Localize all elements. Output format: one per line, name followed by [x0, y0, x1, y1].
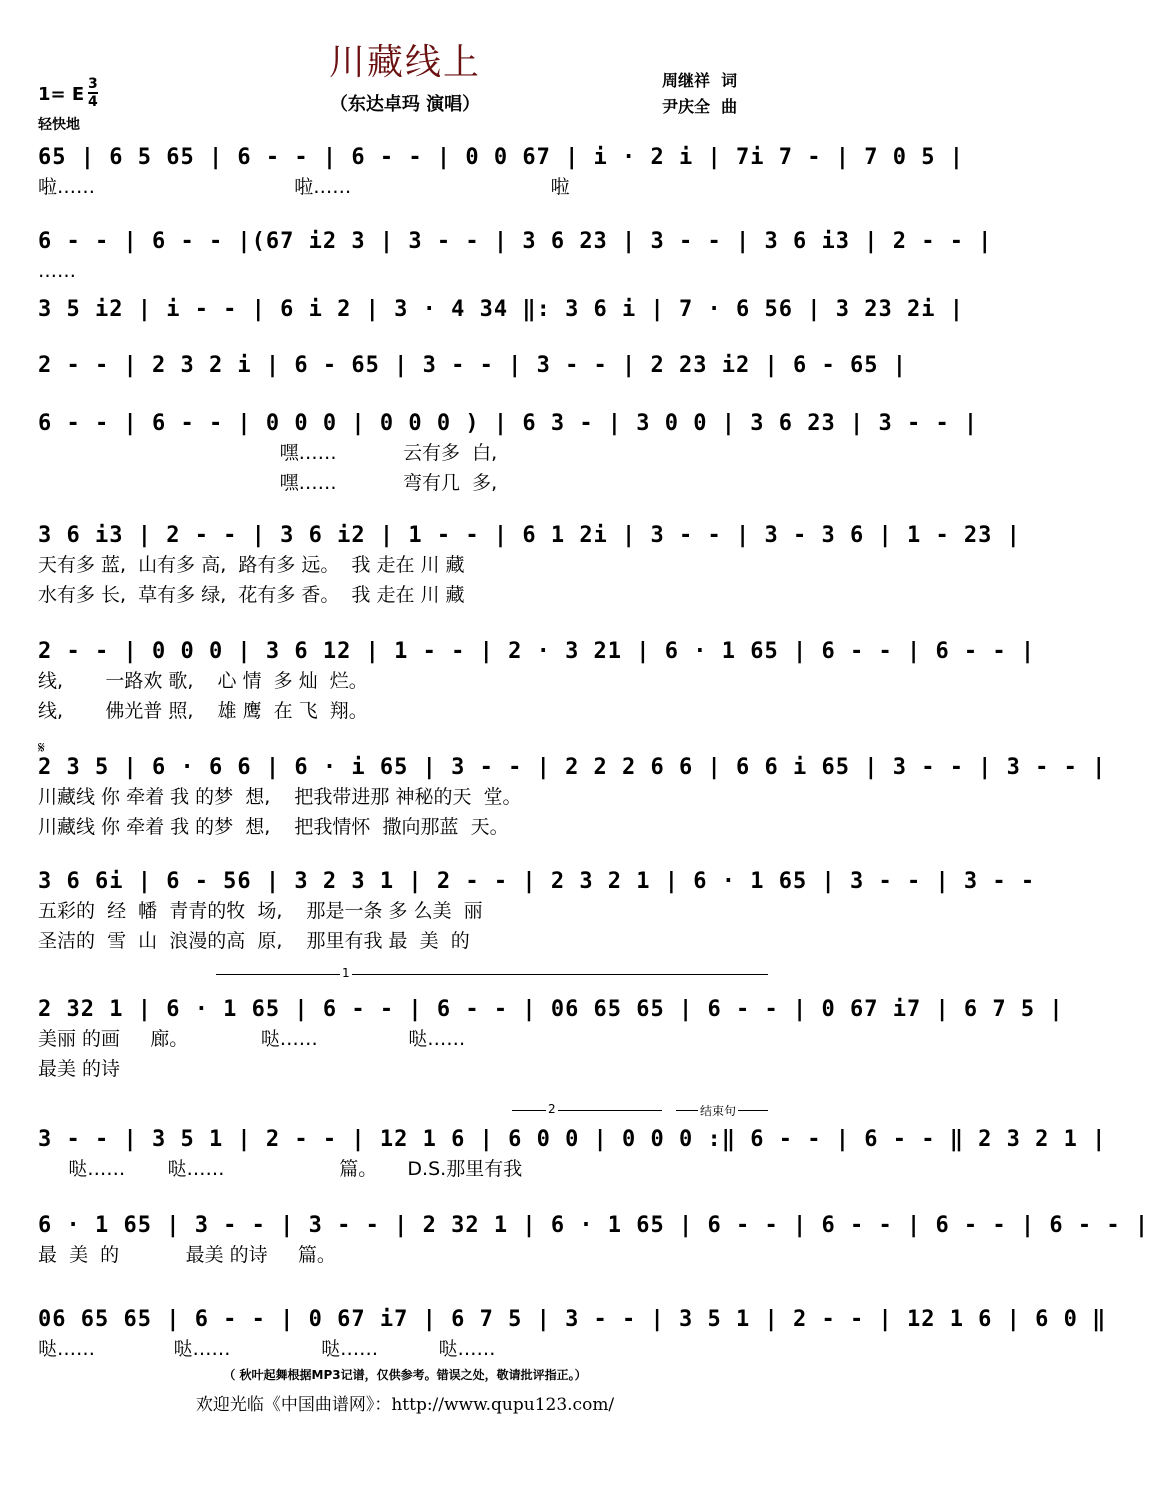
lyric-line-1: 啦…… 啦…… 啦: [38, 176, 570, 198]
lyric-line-2: 嘿…… 弯有几 多,: [38, 472, 498, 494]
lyric-line-2: 圣洁的 雪 山 浪漫的高 原, 那里有我 最 美 的: [38, 930, 470, 952]
score-system-5: [38, 410, 979, 498]
score-system-2: [38, 228, 993, 286]
time-signature-bottom: 4: [88, 94, 98, 110]
lyricist-credit: 周继祥 词: [662, 71, 738, 90]
lyric-line-2: 最美 的诗: [38, 1058, 121, 1080]
notation-line: 2 - - | 2 3 2 i | 6 - 65 | 3 - - | 3 - - | 2 23 i2 | 6 - 65 |: [38, 353, 907, 378]
notation-line: 6 · 1 65 | 3 - - | 3 - - | 2 32 1 | 6 · 1 65 | 6 - - | 6 - - | 6 - - | 6 - - |: [38, 1213, 1149, 1238]
score-system-3: [38, 296, 964, 324]
notation-line: 3 6 6i | 6 - 56 | 3 2 3 1 | 2 - - | 2 3 2 1 | 6 · 1 65 | 3 - - | 3 - -: [38, 869, 1036, 894]
score-system-8: [38, 754, 1107, 842]
notation-line: 06 65 65 | 6 - - | 0 67 i7 | 6 7 5 | 3 - - | 3 5 1 | 2 - - | 12 1 6 | 6 0 ‖: [38, 1307, 1107, 1332]
score-system-10: [38, 996, 1064, 1084]
lyric-line-2: 线, 佛光普 照, 雄 鹰 在 飞 翔。: [38, 700, 368, 722]
volta-1-bracket: [216, 974, 768, 975]
time-signature-top: 3: [88, 76, 98, 92]
transcription-note: （ 秋叶起舞根据MP3记谱，仅供参考。错误之处，敬请批评指正。）: [223, 1368, 587, 1382]
tempo-marking: 轻快地: [38, 117, 80, 133]
ending-label: 结束句: [700, 1104, 737, 1118]
notation-line: 3 - - | 3 5 1 | 2 - - | 12 1 6 | 6 0 0 | 0 0 0 :‖ 6 - - | 6 - - ‖ 2 3 2 1 |: [38, 1127, 1107, 1152]
song-title: 川藏线上: [328, 42, 481, 83]
notation-line: 3 5 i2 | i - - | 6 i 2 | 3 · 4 34 ‖: 3 6 i | 7 · 6 56 | 3 23 2i |: [38, 297, 964, 322]
performer-subtitle: （东达卓玛 演唱）: [329, 94, 481, 115]
lyric-line-1: 线, 一路欢 歌, 心 情 多 灿 烂。: [38, 670, 368, 692]
score-system-11: [38, 1126, 1107, 1184]
segno-sign: 𝄋: [38, 738, 45, 757]
time-signature: [88, 76, 98, 110]
key-signature: 1= E: [38, 84, 85, 105]
lyric-line-1: 哒…… 哒…… 哒…… 哒……: [38, 1338, 496, 1360]
score-system-7: [38, 638, 1036, 726]
website-link[interactable]: 欢迎光临《中国曲谱网》：http://www.qupu123.com/: [195, 1395, 615, 1415]
notation-line: 65 | 6 5 65 | 6 - - | 6 - - | 0 0 67 | i · 2 i | 7i 7 - | 7 0 5 |: [38, 145, 964, 170]
notation-line: 6 - - | 6 - - | 0 0 0 | 0 0 0 ) | 6 3 - | 3 0 0 | 3 6 23 | 3 - - |: [38, 411, 979, 436]
score-system-1: [38, 144, 964, 202]
lyric-line-1: 川藏线 你 牵着 我 的梦 想, 把我带进那 神秘的天 堂。: [38, 786, 522, 808]
lyric-line-2: 川藏线 你 牵着 我 的梦 想, 把我情怀 撒向那蓝 天。: [38, 816, 509, 838]
score-system-9: [38, 868, 1036, 956]
lyric-line-1: ……: [38, 260, 76, 282]
lyric-line-1: 美丽 的画 廊。 哒…… 哒……: [38, 1028, 466, 1050]
volta-1-label: 1: [342, 966, 350, 980]
lyric-line-1: 最 美 的 最美 的诗 篇。: [38, 1244, 336, 1266]
notation-line: 2 32 1 | 6 · 1 65 | 6 - - | 6 - - | 06 65 65 | 6 - - | 0 67 i7 | 6 7 5 |: [38, 997, 1064, 1022]
volta-2-label: 2: [548, 1102, 556, 1116]
lyric-line-1: 五彩的 经 幡 青青的牧 场, 那是一条 多 么美 丽: [38, 900, 483, 922]
notation-line: 2 - - | 0 0 0 | 3 6 12 | 1 - - | 2 · 3 21 | 6 · 1 65 | 6 - - | 6 - - |: [38, 639, 1036, 664]
score-system-6: [38, 522, 1021, 610]
notation-line: 3 6 i3 | 2 - - | 3 6 i2 | 1 - - | 6 1 2i | 3 - - | 3 - 3 6 | 1 - 23 |: [38, 523, 1021, 548]
score-system-4: [38, 352, 907, 380]
lyric-line-1: 哒…… 哒…… 篇。 D.S.那里有我: [38, 1158, 523, 1180]
composer-credit: 尹庆全 曲: [662, 97, 738, 116]
volta-2-bracket: [512, 1110, 662, 1111]
score-system-12: [38, 1212, 1149, 1270]
lyric-line-1: 嘿…… 云有多 白,: [38, 442, 498, 464]
notation-line: 6 - - | 6 - - |(67 i2 3 | 3 - - | 3 6 23 | 3 - - | 3 6 i3 | 2 - - |: [38, 229, 993, 254]
lyric-line-2: 水有多 长, 草有多 绿, 花有多 香。 我 走在 川 藏: [38, 584, 465, 606]
notation-line: 2 3 5 | 6 · 6 6 | 6 · i 65 | 3 - - | 2 2 2 6 6 | 6 6 i 65 | 3 - - | 3 - - |: [38, 755, 1107, 780]
score-system-13: [38, 1306, 1107, 1364]
lyric-line-1: 天有多 蓝, 山有多 高, 路有多 远。 我 走在 川 藏: [38, 554, 465, 576]
